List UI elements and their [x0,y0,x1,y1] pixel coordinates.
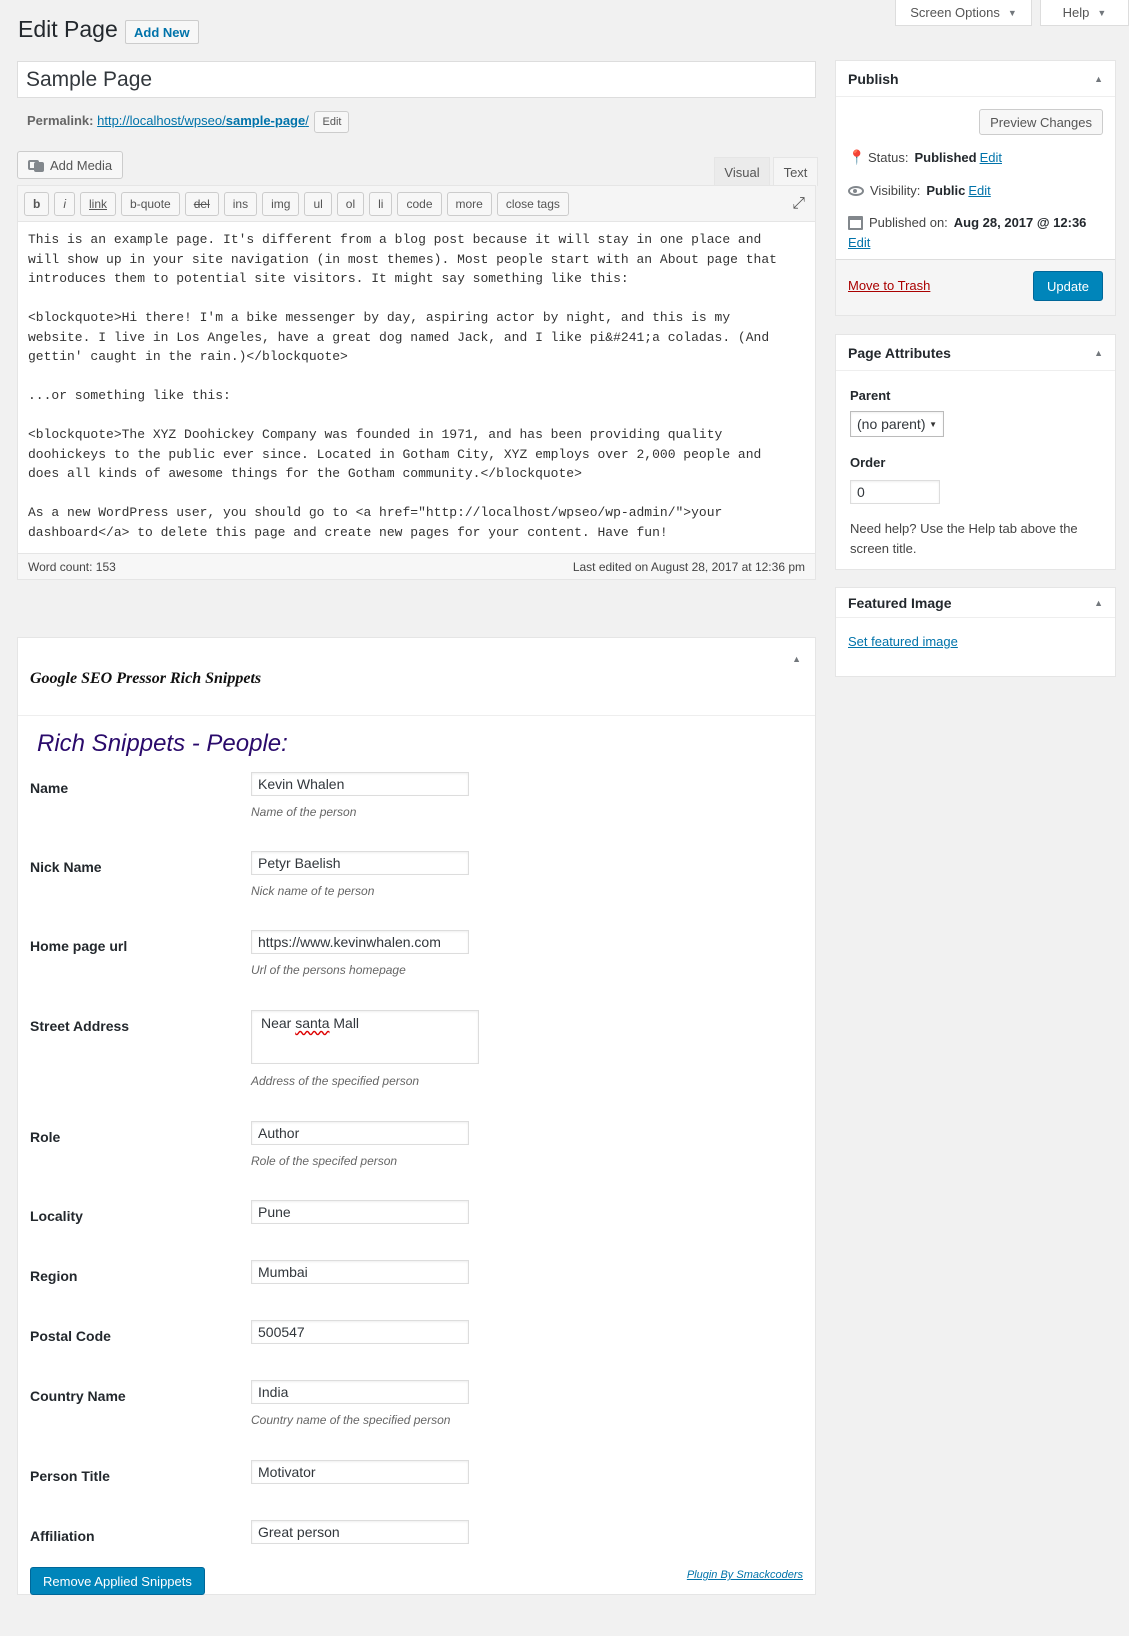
featured-image-header[interactable] [836,588,1115,618]
parent-select-value: (no parent) [857,416,926,432]
publish-header[interactable] [836,61,1115,97]
triangle-down-icon: ▼ [1097,7,1107,18]
nick-name-desc: Nick name of te person [251,884,375,898]
seo-box-header[interactable] [18,638,815,716]
published-label: Published on: [869,215,948,230]
permalink-label: Permalink: [27,113,94,128]
order-label: Order [850,455,886,470]
plugin-credit-link[interactable]: Plugin By Smackcoders [686,1569,803,1581]
parent-select[interactable] [850,411,944,437]
status-label: Status: [868,150,909,165]
add-new-button[interactable]: Add New [125,20,199,44]
status-edit-link[interactable]: Edit [979,150,1002,165]
collapse-arrow-icon[interactable]: ▲ [1094,347,1103,358]
attributes-help-text: Need help? Use the Help tab above the screen title. [850,521,1078,556]
name-label: Name [30,780,69,796]
order-input[interactable]: 0 [850,480,940,504]
qt-ul-button[interactable]: ul [304,192,331,216]
qt-del-button[interactable]: del [185,192,219,216]
visibility-edit-link[interactable]: Edit [968,183,991,198]
permalink-link[interactable] [97,113,309,128]
postal-code-input[interactable]: 500547 [251,1320,469,1344]
visibility-label: Visibility: [870,183,921,198]
person-title-input[interactable]: Motivator [251,1460,469,1484]
page-attributes-header[interactable] [836,335,1115,371]
last-edited: Last edited on August 28, 2017 at 12:36 pm [572,559,805,574]
word-count: Word count: 153 [28,559,116,574]
status-row [848,149,1002,166]
locality-label: Locality [30,1208,83,1224]
qt-ol-button[interactable]: ol [337,192,364,216]
set-featured-image-link[interactable]: Set featured image [848,634,958,649]
published-edit-link[interactable]: Edit [848,235,871,250]
qt-ins-button[interactable]: ins [224,192,257,216]
publish-box [835,60,1116,316]
nick-name-input[interactable]: Petyr Baelish [251,851,469,875]
affiliation-label: Affiliation [30,1528,95,1544]
seo-box-title: Google SEO Pressor Rich Snippets [30,670,262,687]
qt-more-button[interactable]: more [447,192,492,216]
postal-code-label: Postal Code [30,1328,111,1344]
region-input[interactable]: Mumbai [251,1260,469,1284]
calendar-icon [848,216,863,230]
street-address-part2: santa [295,1015,330,1031]
street-address-label: Street Address [30,1018,130,1034]
page-title: Edit Page [18,16,118,42]
collapse-arrow-icon[interactable]: ▲ [792,654,801,664]
status-value: Published [914,150,977,165]
street-address-textarea[interactable] [251,1010,479,1064]
page-attributes-title: Page Attributes [848,344,951,361]
qt-close-tags-button[interactable]: close tags [497,192,569,216]
permalink-base: http://localhost/wpseo/ [97,113,226,128]
tab-visual[interactable]: Visual [714,157,770,186]
role-input[interactable]: Author [251,1121,469,1145]
home-page-url-label: Home page url [30,938,128,954]
country-name-desc: Country name of the specified person [251,1413,451,1427]
help-toggle[interactable] [1040,0,1129,26]
qt-link-button[interactable]: link [80,192,116,216]
add-media-label: Add Media [50,157,113,173]
add-media-button[interactable] [17,151,123,179]
publish-title: Publish [848,70,899,87]
home-page-url-desc: Url of the persons homepage [251,963,406,977]
visibility-row [848,183,991,198]
street-address-part3: Mall [329,1015,360,1031]
collapse-arrow-icon[interactable]: ▲ [1094,73,1103,84]
country-name-input[interactable]: India [251,1380,469,1404]
eye-icon [848,186,864,196]
person-title-label: Person Title [30,1468,110,1484]
screen-options-label: Screen Options [910,5,1000,20]
parent-label: Parent [850,388,891,403]
featured-image-title: Featured Image [848,594,952,611]
qt-bold-button[interactable]: b [24,192,49,216]
name-desc: Name of the person [251,805,357,819]
help-label: Help [1062,5,1090,20]
preview-changes-button[interactable]: Preview Changes [979,109,1103,135]
permalink-row [27,111,349,133]
fullscreen-icon[interactable]: ⤢ [792,195,805,212]
screen-options-toggle[interactable] [895,0,1032,26]
editor-box [17,185,816,580]
pin-icon: 📍 [848,149,866,165]
visibility-value: Public [926,183,966,198]
featured-image-box [835,587,1116,677]
region-label: Region [30,1268,78,1284]
locality-input[interactable]: Pune [251,1200,469,1224]
move-to-trash-link[interactable]: Move to Trash [848,278,931,293]
update-button[interactable]: Update [1033,271,1103,301]
qt-img-button[interactable]: img [262,192,299,216]
post-title-input[interactable]: Sample Page [17,61,816,98]
rich-snippets-heading: Rich Snippets - People: [37,730,288,757]
tab-text[interactable]: Text [773,157,818,186]
nick-name-label: Nick Name [30,859,102,875]
qt-bquote-button[interactable]: b-quote [121,192,180,216]
permalink-edit-button[interactable]: Edit [314,111,349,133]
quicktags-toolbar [18,186,815,222]
collapse-arrow-icon[interactable]: ▲ [1094,597,1103,608]
street-address-desc: Address of the specified person [251,1074,420,1088]
country-name-label: Country Name [30,1388,126,1404]
role-label: Role [30,1129,61,1145]
permalink-end: / [305,113,309,128]
editor-status-bar [18,553,815,579]
street-address-part1: Near [261,1015,296,1031]
name-input[interactable]: Kevin Whalen [251,772,469,796]
media-icon [28,158,44,172]
role-desc: Role of the specifed person [251,1154,398,1168]
home-page-url-input[interactable]: https://www.kevinwhalen.com [251,930,469,954]
qt-code-button[interactable]: code [397,192,441,216]
triangle-down-icon: ▼ [1007,7,1017,18]
select-arrow-icon: ▼ [929,419,937,429]
published-on-row [848,215,1086,230]
content-textarea[interactable]: This is an example page. It's different from a blog post because it will stay in one place and will show up in your site navigation (in most themes). Most people start with an About page that introduces them to potential site visitors. It might say something like this: <blockquote>Hi there! I'm a bike messenger by day, aspiring actor by night, and this is my website. I live in Los Angeles, have a great dog named Jack, and I like pi&#241;a coladas. (And gettin' caught in the rain.)</blockquote> ...or something like this: <blockquote>The XYZ Doohickey Company was founded in 1971, and has been providing quality doohickeys to the public ever since. Located in Gotham City, XYZ employs over 2,000 people and does all kinds of awesome things for the Gotham community.</blockquote> As a new WordPress user, you should go to <a href="http://localhost/wpseo/wp-admin/">your dashboard</a> to delete this page and create new pages for your content. Have fun! [28,232,777,540]
page-attributes-box [835,334,1116,570]
affiliation-input[interactable]: Great person [251,1520,469,1544]
published-value: Aug 28, 2017 @ 12:36 [953,215,1087,230]
qt-li-button[interactable]: li [369,192,392,216]
seo-rich-snippets-box [17,637,816,1595]
remove-applied-snippets-button[interactable]: Remove Applied Snippets [30,1567,205,1595]
qt-italic-button[interactable]: i [54,192,75,216]
permalink-slug: sample-page [225,113,306,128]
